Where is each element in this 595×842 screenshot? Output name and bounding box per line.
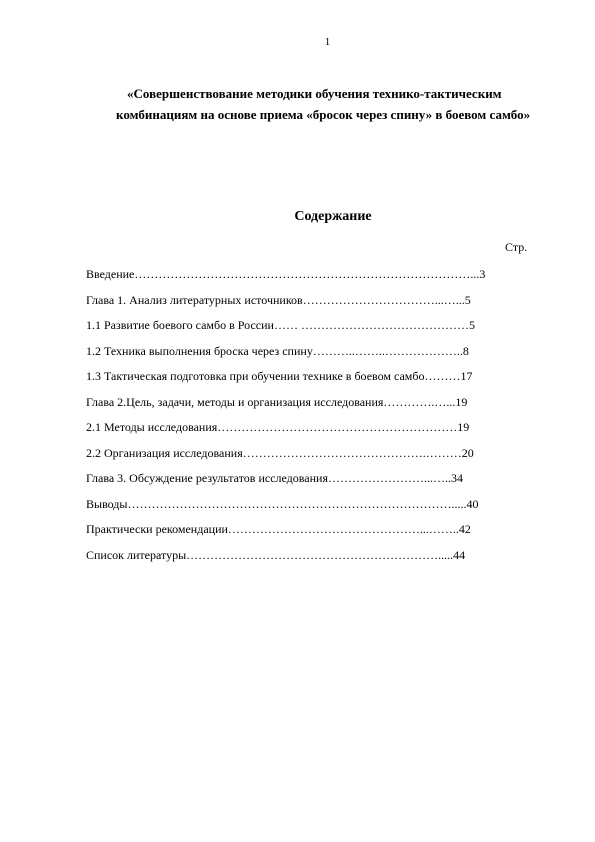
table-of-contents	[86, 262, 556, 568]
toc-entry-references: Список литературы……………………………………………………….....44	[86, 547, 466, 562]
toc-entry-section-2-1: 2.1 Методы исследования……………………………………………………19	[86, 420, 470, 434]
toc-entry-recommendations: Практически рекомендации…………………………………………...……..42	[86, 522, 471, 536]
page-number: 1	[324, 36, 331, 48]
toc-entry-section-1-2: 1.2 Техника выполнения броска через спину………..……..………………..8	[86, 343, 469, 358]
toc-entry-conclusions: Выводы……………………………………………………………………….....40	[86, 496, 479, 511]
toc-entry-section-1-3: 1.3 Тактическая подготовка при обучении технике в боевом самбо………17	[86, 369, 473, 383]
toc-entry-chapter-2: Глава 2.Цель, задачи, методы и организация исследования………….…...19	[86, 394, 468, 409]
toc-entry-section-1-1: 1.1 Развитие боевого самбо в России…… ……………………………………5	[86, 318, 475, 332]
toc-entry-section-2-2: 2.2 Организация исследования……………………………………….………20	[86, 445, 474, 460]
document-title-line-1: «Совершенствование методики обучения технико-тактическим	[127, 86, 502, 101]
toc-entry-introduction: Введение…………………………………………………………………………...3	[86, 267, 486, 281]
toc-page-column-label: Стр.	[505, 240, 528, 254]
document-title	[100, 83, 570, 125]
toc-entry-chapter-1: Глава 1. Анализ литературных источников……………………………...…...5	[86, 292, 471, 307]
document-title-line-2: комбинациям на основе приема «бросок через спину» в боевом самбо»	[116, 107, 531, 122]
toc-entry-chapter-3: Глава 3. Обсуждение результатов исследования……………………...…..34	[86, 471, 463, 485]
toc-heading: Содержание	[294, 209, 372, 224]
